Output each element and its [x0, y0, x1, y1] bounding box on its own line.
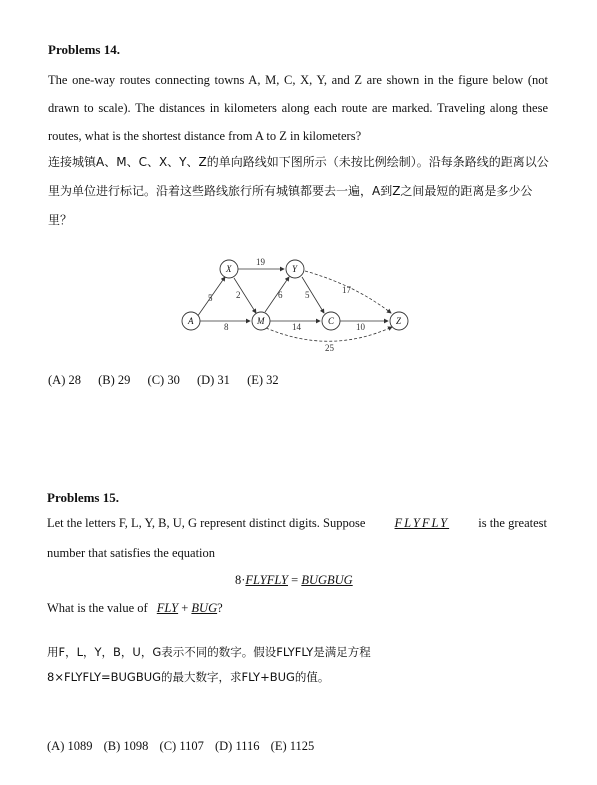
weight-a-x: 5 [208, 293, 213, 303]
node-label-m: M [257, 316, 265, 326]
equation-equals: = [288, 573, 302, 587]
weight-c-z: 10 [356, 322, 365, 332]
equation-lhs: FLYFLY [245, 573, 288, 587]
choice-b[interactable]: (B) 29 [98, 373, 131, 387]
problem-15-title: Problems 15. [47, 490, 119, 505]
problem-15-choices [47, 739, 322, 754]
weight-x-y: 19 [256, 257, 265, 267]
equation-rhs: BUGBUG [301, 573, 353, 587]
problem-15-text-zh-2: 8×FLYFLY=BUGBUG的最大数字，求FLY+BUG的值。 [47, 670, 330, 684]
choice-e[interactable]: (E) 32 [247, 373, 279, 387]
weight-y-c: 5 [305, 290, 310, 300]
node-label-c: C [328, 316, 335, 326]
node-label-x: X [226, 264, 232, 274]
problem-15-line-1 [47, 516, 547, 531]
number-flyfly: FLYFLY [394, 516, 450, 530]
choice-a[interactable]: (A) 1089 [47, 739, 93, 753]
question-fly: FLY [156, 601, 179, 615]
question-prefix: What is the value of [47, 601, 148, 615]
problem-14-choices [48, 373, 293, 388]
problem-15-text-2: is the greatest [478, 516, 547, 530]
node-label-a: A [188, 316, 194, 326]
weight-a-m: 8 [224, 322, 229, 332]
problem-14-text-en: The one-way routes connecting towns A, M, C, X, Y, and Z are shown in the figure below (not drawn to scale). The distances in kilometers along each route are marked. Traveling along these routes, what is the shortest distance from A to Z in kilometers? [48, 73, 548, 143]
choice-c[interactable]: (C) 30 [147, 373, 180, 387]
choice-c[interactable]: (C) 1107 [159, 739, 204, 753]
choice-d[interactable]: (D) 1116 [214, 739, 260, 753]
route-graph [170, 255, 430, 355]
equation [235, 573, 353, 588]
node-label-y: Y [292, 264, 298, 274]
choice-b[interactable]: (B) 1098 [103, 739, 149, 753]
question-bug: BUG [191, 601, 218, 615]
equation-prefix: 8· [235, 573, 246, 587]
edge-m-y [265, 277, 289, 312]
choice-d[interactable]: (D) 31 [196, 373, 230, 387]
weight-m-y: 6 [278, 290, 283, 300]
problem-15-question [47, 601, 223, 616]
question-plus: + [178, 601, 192, 615]
problem-15-text-3: number that satisfies the equation [47, 546, 216, 560]
weight-y-z: 17 [342, 285, 351, 295]
node-label-z: Z [396, 316, 402, 326]
weight-x-m: 2 [236, 290, 241, 300]
problem-14-title: Problems 14. [48, 42, 120, 57]
choice-e[interactable]: (E) 1125 [270, 739, 315, 753]
question-mark: ? [217, 601, 223, 615]
problem-15-text-zh-1: 用F，L，Y，B，U，G表示不同的数字。假设FLYFLY是满足方程 [47, 645, 371, 659]
choice-a[interactable]: (A) 28 [48, 373, 81, 387]
problem-14-text-zh: 连接城镇A、M、C、X、Y、Z的单向路线如下图所示（未按比例绘制）。沿每条路线的距离以公里为单位进行标记。沿着这些路线旅行所有城镇都要去一遍，A到Z之间最短的距离是多少公里？ [48, 155, 549, 227]
problem-15-text-1: Let the letters F, L, Y, B, U, G represent distinct digits. Suppose [47, 516, 366, 530]
weight-m-z: 25 [325, 343, 334, 353]
weight-m-c: 14 [292, 322, 301, 332]
